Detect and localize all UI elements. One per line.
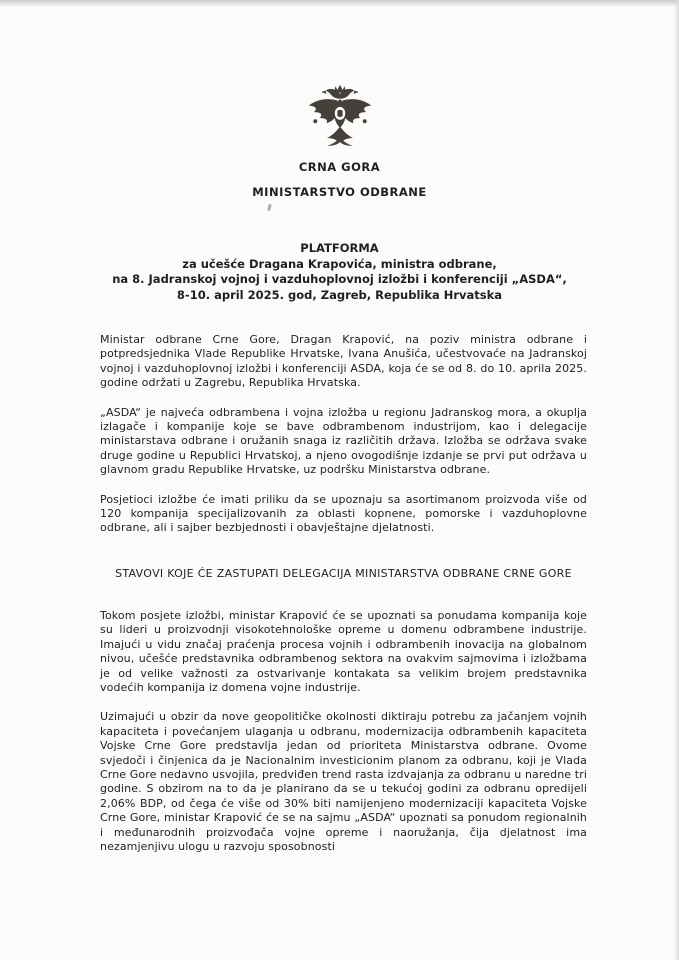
country-name: CRNA GORA xyxy=(298,160,381,174)
title-line-2: za učešće Dragana Krapovića, ministra odbrane, xyxy=(182,256,497,271)
title-line-4: 8-10. april 2025. god, Zagreb, Republika Hrvatska xyxy=(176,287,503,302)
section-heading: STAVOVI KOJE ĆE ZASTUPATI DELEGACIJA MINISTARSTVA ODBRANE CRNE GORE xyxy=(115,566,572,580)
paragraph-2: „ASDA“ je najveća odbrambena i vojna izložba u regionu Jadranskog mora, a okuplja izlagače i kompanije koje se bave odbrambenom industrijom, kao i delegacije ministarstava odbrane i oružanih snaga iz različitih država. Izložba se održava svake druge godine u Republici Hrvatskoj, a njeno ovogodišnje izdanje se prvi put održava u glavnom gradu Republike Hrvatske, uz podršku Ministarstva odbrane. xyxy=(100,405,587,477)
document-body xyxy=(0,333,679,854)
paragraph-3: Posjetioci izložbe će imati priliku da se upoznaju sa asortimanom proizvoda više od 120 kompanija specijalizovanih za oblasti kopnene, pomorske i vazduhoplovne odbrane, ali i sajber bezbjednosti i obavještajne djelatnosti. xyxy=(100,492,587,535)
scan-artifact xyxy=(267,204,272,212)
paragraph-1: Ministar odbrane Crne Gore, Dragan Krapović, na poziv ministra odbrane i potpredsjednika Vlade Republike Hrvatske, Ivana Anušića, učestvovaće na Jadranskoj vojnoj i vazduhoplovnoj izložbi i konferenciji ASDA, koja će se od 8. do 10. aprila 2025. godine održati u Zagrebu, Republika Hrvatska. xyxy=(100,333,587,390)
scan-edge-top xyxy=(0,0,679,7)
title-line-3: na 8. Jadranskoj vojnoj i vazduhoplovnoj izložbi i konferenciji „ASDA“, xyxy=(112,272,567,286)
ministry-name: MINISTARSTVO ODBRANE xyxy=(252,185,427,199)
paragraph-5: Uzimajući u obzir da nove geopolitičke okolnosti diktiraju potrebu za jačanjem vojnih kapaciteta i povećanjem ulaganja u odbranu, modernizacija odbrambenih kapaciteta Vojske Crne Gore predstavlja jedan od prioriteta Ministarstva odbrane. Ovome svjedoči i činjenica da je Nacionalnim investicionim planom za odbranu, koji je Vlada Crne Gore nedavno usvojila, predviđen trend rasta izdvajanja za odbranu u naredne tri godine. S obzirom na to da je planirano da se u tekućoj godini za odbranu opredijeli 2,06% BDP, od čega će više od 30% biti namijenjeno modernizaciji kapaciteta Vojske Crne Gore, ministar Krapović će se na sajmu „ASDA“ upoznati sa ponudom regionalnih i međunarodnih proizvođača vojne opreme i naoružanja, čija djelatnost ima nezamjenjivu ulogu u razvoju sposobnosti xyxy=(100,710,587,853)
montenegro-coat-of-arms-icon xyxy=(301,82,379,150)
document-title-block xyxy=(0,241,679,303)
paragraph-4: Tokom posjete izložbi, ministar Krapović će se upoznati sa ponudama kompanija koje su lideri u proizvodnji visokotehnološke opreme u domenu odbrambene industrije. Imajući u vidu značaj praćenja procesa vojnih i odbrambenih inovacija na globalnom nivou, učešće predstavnika odbrambenog sektora na ovakvim sajmovima i izložbama je od velike važnosti za ostvarivanje kontakata sa velikim brojem predstavnika vodećih kompanija iz domena vojne industrije. xyxy=(100,608,587,694)
title-line-1: PLATFORMA xyxy=(300,241,379,255)
